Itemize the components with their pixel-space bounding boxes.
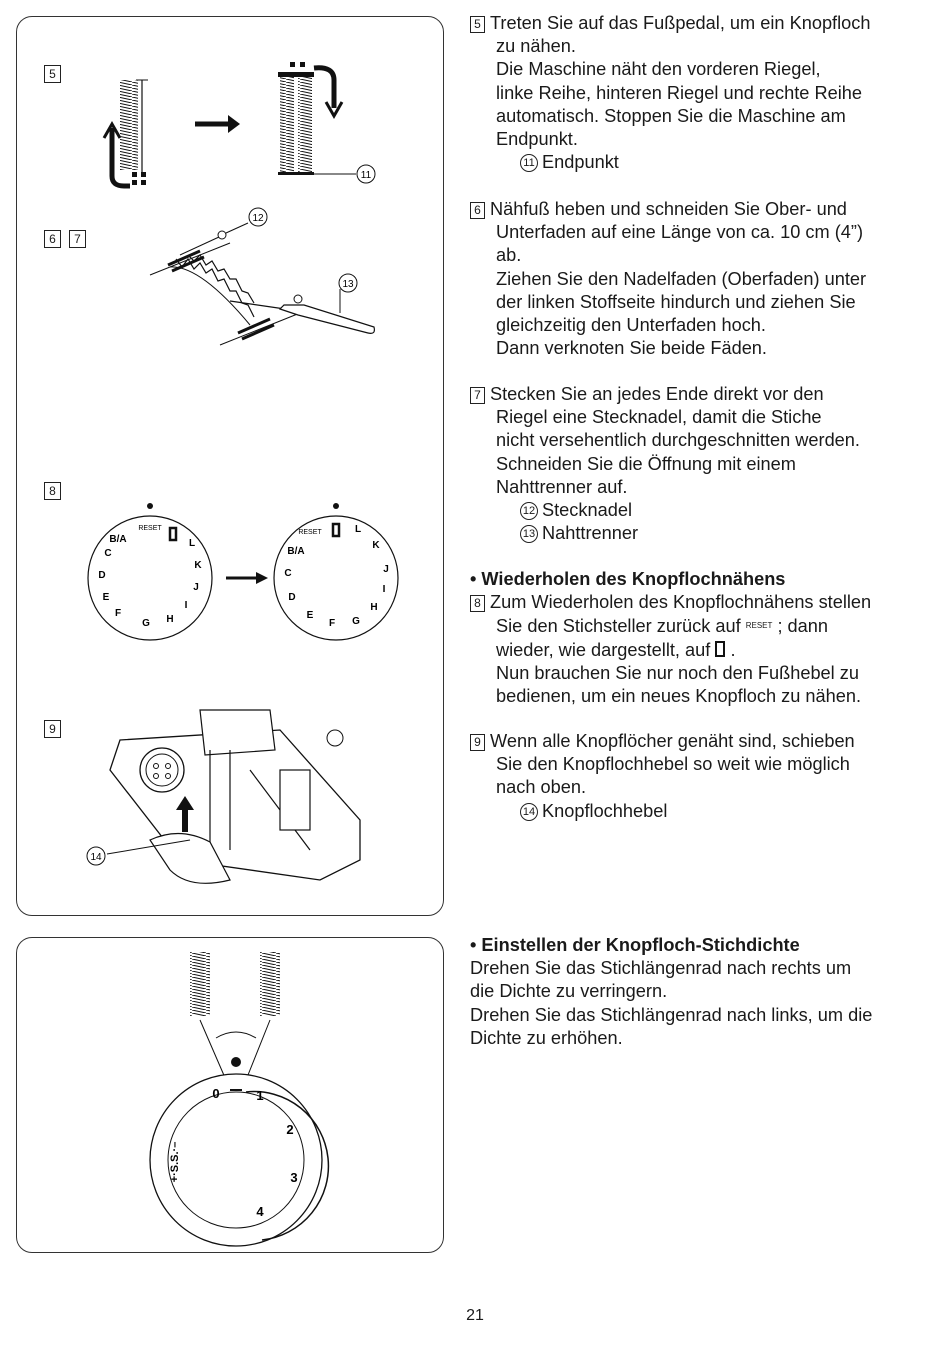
dial-left-letter-l: L <box>188 538 196 549</box>
repeat-section <box>470 568 930 708</box>
dial-left-reset: RESET <box>138 525 162 532</box>
callout-12: 12 <box>252 213 264 224</box>
dial-right-letter-h: H <box>370 602 378 613</box>
step5-endpunkt: Endpunkt <box>542 152 619 173</box>
ss-label: +·S.S.·– <box>169 1141 181 1183</box>
step7-line3: nicht versehentlich durchgeschnitten werden. <box>496 430 860 451</box>
dial-right-letter-j: J <box>383 564 389 575</box>
dial-left-letter-f: F <box>114 608 122 619</box>
pattern-dial-left <box>88 516 212 640</box>
dial-right-letter-c: C <box>284 568 292 579</box>
step6-line1: Nähfuß heben und schneiden Sie Ober- und <box>490 199 847 219</box>
dial-number-3: 3 <box>290 1170 298 1185</box>
right-row <box>298 76 312 174</box>
callout-13: 13 <box>342 279 354 290</box>
step8-line5: bedienen, um ein neues Knopfloch zu nähen. <box>496 686 862 707</box>
dial-left-letter-g: G <box>142 618 150 629</box>
dial-right-letter-i: I <box>382 584 386 595</box>
step9-knopflochhebel: Knopflochhebel <box>542 800 668 821</box>
figure-label-7: 7 <box>69 230 86 248</box>
step8-line1: Zum Wiederholen des Knopflochnähens stellen <box>490 592 872 613</box>
step9-line3: nach oben. <box>496 777 587 798</box>
step-number-5: 5 <box>470 16 485 33</box>
step-7 <box>470 383 930 545</box>
arrow-right-icon <box>256 572 268 584</box>
step5-line2: zu nähen. <box>496 36 576 57</box>
stitch-length-dial-figure <box>136 950 336 1240</box>
seam-ripper-icon <box>280 305 374 333</box>
left-row <box>280 76 294 174</box>
dial-right-letter-e: E <box>306 610 314 621</box>
step-5 <box>470 12 930 174</box>
callout-11: 11 <box>360 170 372 181</box>
step9-callout-14: 14 <box>520 803 538 821</box>
dial-left-letter-ba: B/A <box>109 534 127 545</box>
step8-line4: Nun brauchen Sie nur noch den Fußhebel zu <box>496 662 859 683</box>
step-6 <box>470 198 930 360</box>
arrow-right-icon <box>228 115 240 133</box>
density-line3: Drehen Sie das Stichlängenrad nach links, um die <box>470 1004 873 1025</box>
step5-line6: Endpunkt. <box>496 129 578 150</box>
page-number: 21 <box>466 1307 484 1324</box>
step9-line1: Wenn alle Knopflöcher genäht sind, schieben <box>490 731 855 751</box>
step7-callout-13: 13 <box>520 525 538 543</box>
dial-right-letter-l: L <box>354 524 362 535</box>
dial-figure <box>88 498 408 638</box>
cutting-figure <box>140 205 420 355</box>
dial-left-letter-e: E <box>102 592 110 603</box>
step-number-7: 7 <box>470 387 485 404</box>
dial-left-letter-d: D <box>98 570 106 581</box>
step6-line6: gleichzeitig den Unterfaden hoch. <box>496 315 766 336</box>
repeat-heading: • Wiederholen des Knopflochnähens <box>470 569 786 589</box>
left-stitch-row <box>120 80 138 170</box>
dial-right-letter-f: F <box>328 618 336 629</box>
step6-line3: ab. <box>496 245 522 266</box>
dial-left-letter-i: I <box>184 600 188 611</box>
buttonhole-sequence-figure <box>90 58 390 188</box>
step-number-6: 6 <box>470 202 485 219</box>
step6-line4: Ziehen Sie den Nadelfaden (Oberfaden) unter <box>496 268 867 289</box>
step-number-9: 9 <box>470 734 485 751</box>
callout-14: 14 <box>90 852 102 863</box>
dial-right-reset: RESET <box>298 529 322 536</box>
step7-stecknadel: Stecknadel <box>542 500 632 521</box>
step6-line7: Dann verknoten Sie beide Fäden. <box>496 338 767 359</box>
step6-line5: der linken Stoffseite hindurch und ziehen Sie <box>496 291 856 312</box>
step7-callout-12: 12 <box>520 502 538 520</box>
step5-line5: automatisch. Stoppen Sie die Maschine am <box>496 105 846 126</box>
step9-line2: Sie den Knopflochhebel so weit wie möglich <box>496 754 850 775</box>
step-number-8: 8 <box>470 595 485 612</box>
dial-left-letter-h: H <box>166 614 174 625</box>
step5-line1: Treten Sie auf das Fußpedal, um ein Knopfloch <box>490 13 871 33</box>
step5-line3: Die Maschine näht den vorderen Riegel, <box>496 59 821 80</box>
density-line1: Drehen Sie das Stichlängenrad nach rechts um <box>470 958 852 979</box>
dial-left-letter-k: K <box>194 560 202 571</box>
dial-right-letter-g: G <box>352 616 360 627</box>
step8-line3-end: . <box>730 639 736 660</box>
figure-label-6: 6 <box>44 230 61 248</box>
step7-line2: Riegel eine Stecknadel, damit die Stiche <box>496 407 822 428</box>
dial-number-4: 4 <box>256 1204 264 1219</box>
dial-right-letter-d: D <box>288 592 296 603</box>
step7-line5: Nahttrenner auf. <box>496 476 628 497</box>
step7-line1: Stecken Sie an jedes Ende direkt vor den <box>490 384 824 404</box>
density-line2: die Dichte zu verringern. <box>470 981 668 1002</box>
dial-number-0: 0 <box>212 1086 220 1101</box>
dial-number-1: 1 <box>256 1088 264 1103</box>
density-section <box>470 934 930 1050</box>
step-9 <box>470 730 930 823</box>
step7-nahttrenner: Nahttrenner <box>542 523 639 544</box>
step7-line4: Schneiden Sie die Öffnung mit einem <box>496 453 796 474</box>
presser-foot-figure <box>80 710 380 900</box>
step5-line4: linke Reihe, hinteren Riegel und rechte Reihe <box>496 82 862 103</box>
figure-label-9: 9 <box>44 720 61 738</box>
step6-line2: Unterfaden auf eine Länge von ca. 10 cm (4”) <box>496 222 864 243</box>
step8-line2: Sie den Stichsteller zurück auf <box>496 616 741 637</box>
figure-label-8: 8 <box>44 482 61 500</box>
density-heading: • Einstellen der Knopfloch-Stichdichte <box>470 935 800 955</box>
dial-left-letter-c: C <box>104 548 112 559</box>
step8-line3: wieder, wie dargestellt, auf <box>496 639 711 660</box>
dial-number-2: 2 <box>286 1122 294 1137</box>
density-line4: Dichte zu erhöhen. <box>470 1027 623 1048</box>
figure-label-5: 5 <box>44 65 61 83</box>
step5-callout-11: 11 <box>520 154 538 172</box>
step8-line2-end: ; dann <box>777 616 829 637</box>
dial-right-letter-ba: B/A <box>287 546 305 557</box>
dial-left-letter-j: J <box>193 582 199 593</box>
dial-right-letter-k: K <box>372 540 380 551</box>
buttonhole-mark-icon <box>715 641 725 657</box>
reset-icon: RESET <box>745 621 773 631</box>
